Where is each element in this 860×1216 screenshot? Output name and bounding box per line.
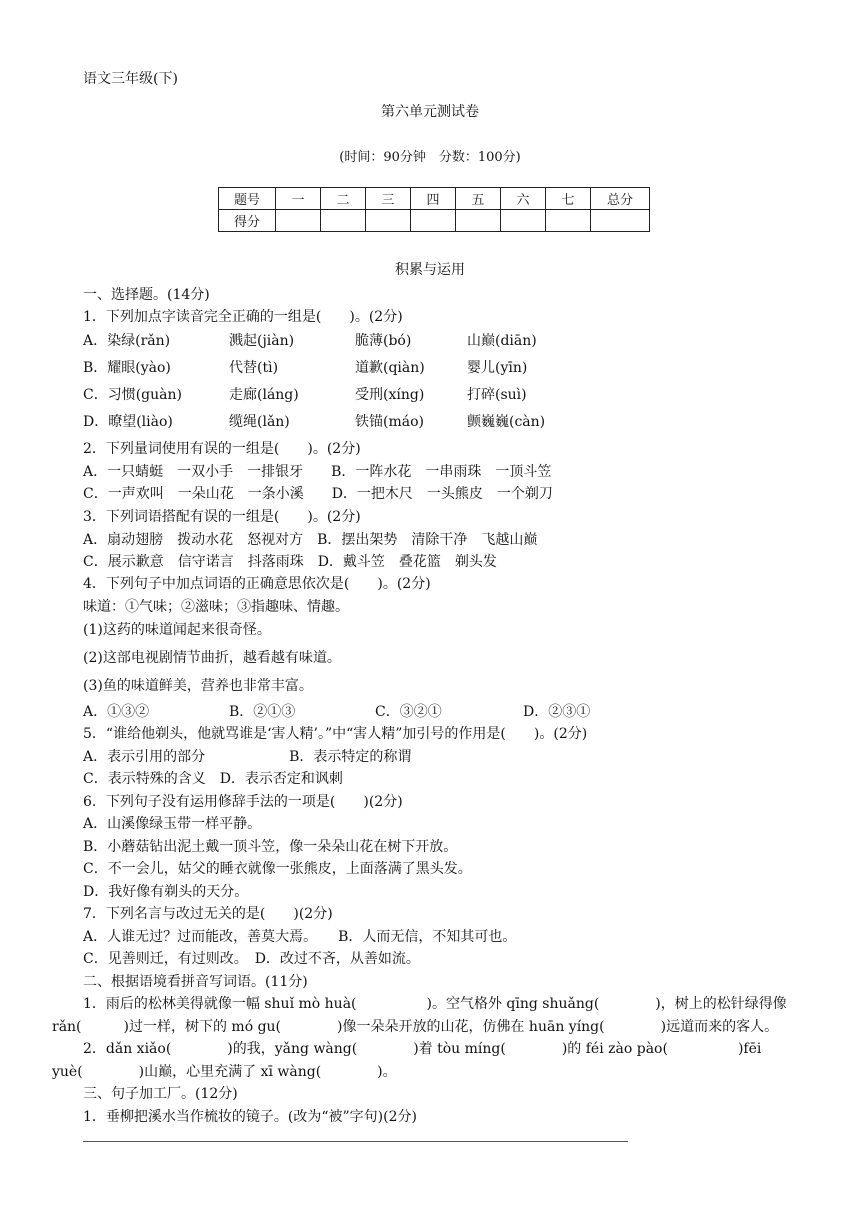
score-table-heading-cell: 六: [501, 188, 546, 210]
question-line: C．一声欢叫 一朵山花 一条小溪 D．一把木尺 一头熊皮 一个剃刀: [83, 486, 553, 502]
question-line: 2．dǎn xiǎo( )的我，yǎng wàng( )着 tòu míng( )的 féi zào pào( )fēi: [83, 1041, 762, 1057]
option-word: 走廊(láng): [229, 387, 299, 403]
score-input-cell[interactable]: [591, 210, 650, 232]
section-heading: 三、句子加工厂。(12分): [83, 1086, 238, 1102]
question-line: B．耀眼(yào): [83, 360, 171, 376]
section-heading: 一、选择题。(14分): [83, 287, 210, 303]
score-input-cell[interactable]: [366, 210, 411, 232]
question-line: 2．下列量词使用有误的一组是( )。(2分): [83, 441, 361, 457]
score-input-cell[interactable]: [321, 210, 366, 232]
option-word: 婴儿(yīn): [467, 360, 528, 376]
answer-line[interactable]: [83, 1141, 628, 1142]
question-line: C．习惯(guàn): [83, 387, 182, 403]
answer-option: A．①③②: [83, 704, 150, 720]
option-word: 缆绳(lǎn): [229, 414, 290, 430]
score-input-cell[interactable]: [546, 210, 591, 232]
score-table-score-row: [219, 210, 650, 232]
score-input-cell[interactable]: [276, 210, 321, 232]
question-line: A．一只蜻蜓 一双小手 一排银牙 B．一阵水花 一串雨珠 一顶斗笠: [83, 464, 552, 480]
question-line: (2)这部电视剧情节曲折，越看越有味道。: [83, 650, 341, 666]
question-line: A．人谁无过？过而能改，善莫大焉。 B．人而无信，不知其可也。: [83, 929, 517, 945]
score-input-cell[interactable]: [411, 210, 456, 232]
question-line: 1．下列加点字读音完全正确的一组是( )。(2分): [83, 309, 403, 325]
option-word: 脆薄(bó): [355, 333, 412, 349]
question-line: 1．垂柳把溪水当作梳妆的镜子。(改为“被”字句)(2分): [83, 1109, 417, 1125]
score-input-cell[interactable]: [456, 210, 501, 232]
question-line: 5．“谁给他剃头，他就骂谁是‘害人精’。”中“害人精”加引号的作用是( )。(2分): [83, 726, 588, 742]
page-header: 语文三年级(下): [83, 71, 178, 87]
answer-option: B．②①③: [229, 704, 296, 720]
question-line: D．暸望(liào): [83, 414, 173, 430]
question-line: C．不一会儿，姑父的睡衣就像一张熊皮，上面落满了黑头发。: [83, 861, 472, 877]
question-line: B．小蘑菇钻出泥土戴一顶斗笠，像一朵朵山花在树下开放。: [83, 839, 458, 855]
option-word: 受刑(xíng): [355, 387, 425, 403]
question-line: 味道：①气味；②滋味；③指趣味、情趣。: [83, 599, 349, 615]
score-input-cell[interactable]: [501, 210, 546, 232]
question-line: 6．下列句子没有运用修辞手法的一项是( )(2分): [83, 794, 403, 810]
question-line: D．我好像有剃头的天分。: [83, 884, 249, 900]
question-line: C．展示歉意 信守诺言 抖落雨珠 D．戴斗笠 叠花篮 剃头发: [83, 554, 497, 570]
option-word: 山巅(diān): [467, 333, 537, 349]
question-line: 1．雨后的松林美得就像一幅 shuǐ mò huà( )。空气格外 qīng shuǎng( )，树上的松针绿得像: [83, 996, 787, 1012]
score-table-heading-cell: 五: [456, 188, 501, 210]
option-word: 铁锚(máo): [355, 414, 424, 430]
question-line: (1)这药的味道闻起来很奇怪。: [83, 622, 271, 638]
option-word: 代替(tì): [229, 360, 279, 376]
answer-option: C．③②①: [375, 704, 442, 720]
option-word: 打碎(suì): [467, 387, 527, 403]
score-table-header-row: [219, 188, 650, 210]
score-table-heading-cell: 二: [321, 188, 366, 210]
score-table-heading-cell: 题号: [219, 188, 276, 210]
question-line: A．表示引用的部分 B．表示特定的称谓: [83, 749, 412, 765]
question-line-continued: rǎn( )过一样，树下的 mó gu( )像一朵朵开放的山花，仿佛在 huān yíng( )远道而来的客人。: [52, 1019, 779, 1035]
exam-info: (时间：90分钟 分数：100分): [339, 150, 521, 165]
score-table-heading-cell: 一: [276, 188, 321, 210]
question-line: A．山溪像绿玉带一样平静。: [83, 816, 262, 832]
question-line: (3)鱼的味道鲜美，营养也非常丰富。: [83, 678, 313, 694]
question-line-continued: yuè( )山巅，心里充满了 xī wàng( )。: [52, 1064, 397, 1080]
question-line: C．表示特殊的含义 D．表示否定和讽刺: [83, 771, 343, 787]
question-line: A．扇动翅膀 拨动水花 怒视对方 B．摆出架势 清除干净 飞越山巅: [83, 532, 538, 548]
answer-option: D．②③①: [523, 704, 591, 720]
question-line: C．见善则迁，有过则改。 D．改过不吝，从善如流。: [83, 951, 420, 967]
score-table-heading-cell: 三: [366, 188, 411, 210]
question-line: A．染绿(rǎn): [83, 333, 171, 349]
score-table-heading-cell: 七: [546, 188, 591, 210]
question-line: 7．下列名言与改过无关的是( )(2分): [83, 906, 333, 922]
option-word: 道歉(qiàn): [355, 360, 425, 376]
score-table-heading-cell: 四: [411, 188, 456, 210]
score-table: [218, 187, 650, 232]
option-word: 颤巍巍(càn): [467, 414, 546, 430]
question-line: 3．下列词语搭配有误的一组是( )。(2分): [83, 509, 361, 525]
score-table-heading-cell: 总分: [591, 188, 650, 210]
question-line: 4．下列句子中加点词语的正确意思依次是( )。(2分): [83, 576, 431, 592]
section-heading: 二、根据语境看拼音写词语。(11分): [83, 974, 308, 990]
score-label-cell: 得分: [219, 210, 276, 232]
page-title: 第六单元测试卷: [381, 104, 479, 120]
section-title: 积累与运用: [395, 262, 465, 278]
option-word: 溅起(jiàn): [229, 333, 295, 349]
